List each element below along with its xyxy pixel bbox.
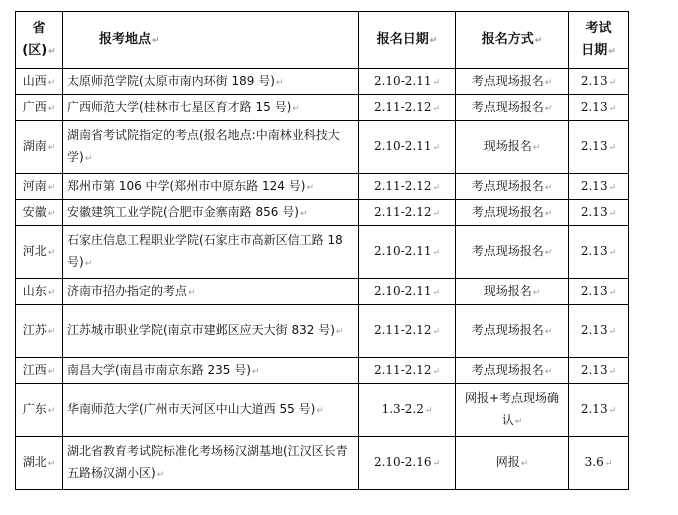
- cell-reg-date: 2.10-2.11↵: [359, 121, 456, 174]
- cell-reg-method: 考点现场报名↵: [456, 226, 569, 279]
- table-row: [16, 95, 629, 121]
- table-row: [16, 279, 629, 305]
- cell-location: 太原师范学院(太原市南内环街 189 号)↵: [63, 69, 359, 95]
- cell-reg-date: 2.11-2.12↵: [359, 358, 456, 384]
- cell-reg-method: 考点现场报名↵: [456, 69, 569, 95]
- cell-reg-method: 现场报名↵: [456, 121, 569, 174]
- cell-reg-date: 2.10-2.11↵: [359, 279, 456, 305]
- cell-exam-date: 2.13↵: [569, 279, 629, 305]
- cell-location: 江苏城市职业学院(南京市建邺区应天大街 832 号)↵: [63, 305, 359, 358]
- table-row: [16, 226, 629, 279]
- header-location: 报考地点↵: [63, 12, 359, 69]
- registration-table: [15, 11, 629, 490]
- cell-province: 湖南↵: [16, 121, 63, 174]
- cell-province: 江西↵: [16, 358, 63, 384]
- cell-exam-date: 2.13↵: [569, 200, 629, 226]
- cell-province: 湖北↵: [16, 437, 63, 490]
- cell-reg-method: 现场报名↵: [456, 279, 569, 305]
- table-row: [16, 358, 629, 384]
- cell-reg-date: 1.3-2.2↵: [359, 384, 456, 437]
- cell-location: 华南师范大学(广州市天河区中山大道西 55 号)↵: [63, 384, 359, 437]
- cell-location: 湖南省考试院指定的考点(报名地点:中南林业科技大学)↵: [63, 121, 359, 174]
- cell-province: 江苏↵: [16, 305, 63, 358]
- cell-exam-date: 2.13↵: [569, 305, 629, 358]
- cell-reg-date: 2.11-2.12↵: [359, 305, 456, 358]
- cell-province: 广西↵: [16, 95, 63, 121]
- cell-province: 河南↵: [16, 174, 63, 200]
- cell-location: 石家庄信息工程职业学院(石家庄市高新区信工路 18 号)↵: [63, 226, 359, 279]
- cell-reg-date: 2.11-2.12↵: [359, 174, 456, 200]
- cell-location: 广西师范大学(桂林市七星区育才路 15 号)↵: [63, 95, 359, 121]
- cell-exam-date: 2.13↵: [569, 174, 629, 200]
- header-reg-date: 报名日期↵: [359, 12, 456, 69]
- cell-province: 山东↵: [16, 279, 63, 305]
- header-reg-method: 报名方式↵: [456, 12, 569, 69]
- cell-exam-date: 2.13↵: [569, 226, 629, 279]
- cell-reg-method: 考点现场报名↵: [456, 95, 569, 121]
- cell-reg-date: 2.10-2.16↵: [359, 437, 456, 490]
- table-row: [16, 384, 629, 437]
- cell-reg-date: 2.11-2.12↵: [359, 200, 456, 226]
- table-row: [16, 305, 629, 358]
- cell-exam-date: 2.13↵: [569, 384, 629, 437]
- table-row: [16, 437, 629, 490]
- table-row: [16, 121, 629, 174]
- cell-location: 南昌大学(南昌市南京东路 235 号)↵: [63, 358, 359, 384]
- cell-location: 安徽建筑工业学院(合肥市金寨南路 856 号)↵: [63, 200, 359, 226]
- header-exam-date: 考试 日期↵: [569, 12, 629, 69]
- cell-reg-date: 2.11-2.12↵: [359, 95, 456, 121]
- header-province: 省 (区)↵: [16, 12, 63, 69]
- table-row: [16, 200, 629, 226]
- cell-reg-method: 考点现场报名↵: [456, 305, 569, 358]
- cell-location: 湖北省教育考试院标准化考场杨汉湖基地(江汉区长青五路杨汉湖小区)↵: [63, 437, 359, 490]
- header-row: [16, 12, 629, 69]
- cell-reg-method: 网报↵: [456, 437, 569, 490]
- cell-reg-method: 考点现场报名↵: [456, 174, 569, 200]
- cell-province: 广东↵: [16, 384, 63, 437]
- cell-reg-method: 考点现场报名↵: [456, 200, 569, 226]
- cell-reg-method: 考点现场报名↵: [456, 358, 569, 384]
- table-body: [16, 69, 629, 490]
- cell-exam-date: 2.13↵: [569, 358, 629, 384]
- cell-exam-date: 2.13↵: [569, 121, 629, 174]
- table-row: [16, 69, 629, 95]
- cell-province: 河北↵: [16, 226, 63, 279]
- cell-exam-date: 3.6↵: [569, 437, 629, 490]
- cell-location: 郑州市第 106 中学(郑州市中原东路 124 号)↵: [63, 174, 359, 200]
- cell-exam-date: 2.13↵: [569, 95, 629, 121]
- table-row: [16, 174, 629, 200]
- cell-location: 济南市招办指定的考点↵: [63, 279, 359, 305]
- cell-reg-date: 2.10-2.11↵: [359, 226, 456, 279]
- cell-reg-date: 2.10-2.11↵: [359, 69, 456, 95]
- table-header: [16, 12, 629, 69]
- cell-reg-method: 网报+考点现场确认↵: [456, 384, 569, 437]
- cell-exam-date: 2.13↵: [569, 69, 629, 95]
- cell-province: 安徽↵: [16, 200, 63, 226]
- cell-province: 山西↵: [16, 69, 63, 95]
